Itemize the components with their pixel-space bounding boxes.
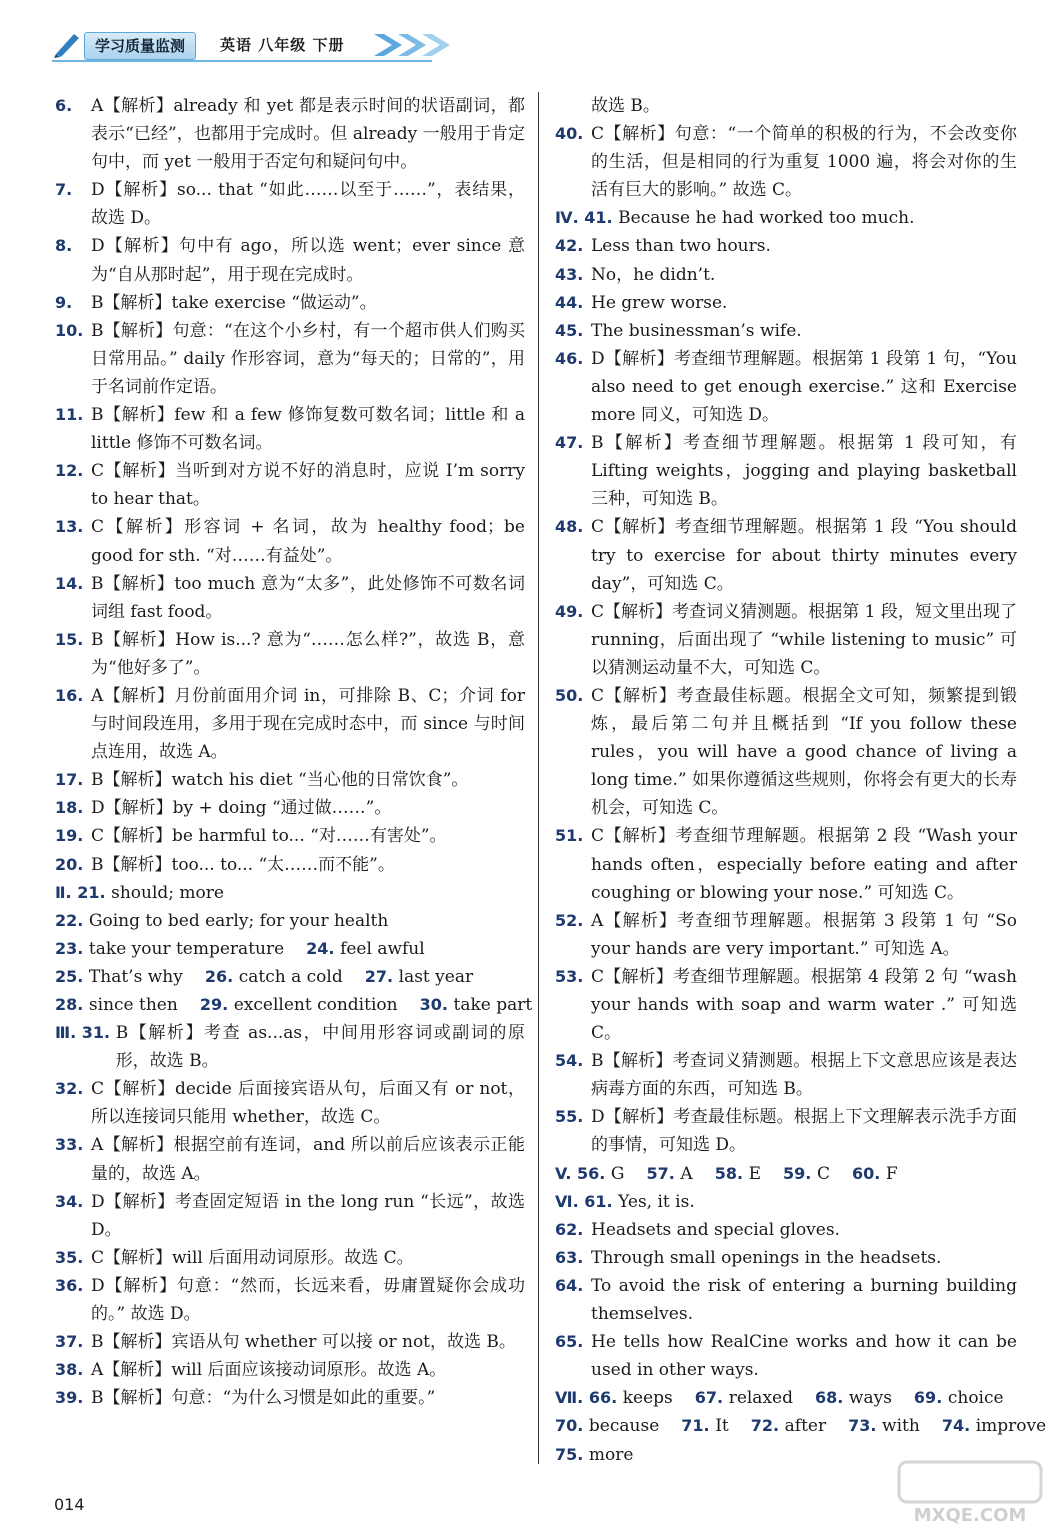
- answer-item: [55, 822, 525, 850]
- answer-text: A【解析】根据空前有连词，and 所以前后应该表示正能量的，故选 A。: [91, 1135, 525, 1184]
- answer-text: C【解析】考查细节理解题。根据第 2 段 “Wash your hands often，especially before eating and after coughing or blowing your nose.” 可知选 C。: [591, 826, 1023, 903]
- answer-text: C【解析】be harmful to... “对……有害处”。: [91, 826, 447, 847]
- answer-text: He tells how RealCine works and how it can be used in other ways.: [591, 1332, 1023, 1381]
- answer-item: [55, 92, 525, 176]
- answer-item: [55, 232, 525, 288]
- question-number: Ⅱ. 21.: [55, 882, 112, 902]
- answer-item: [555, 1244, 1017, 1272]
- answer-text: A【解析】will 后面应该接动词原形。故选 A。: [91, 1360, 447, 1381]
- answer-item: [555, 204, 1017, 232]
- question-number: 9.: [55, 292, 78, 312]
- answer-text: excellent condition: [233, 995, 398, 1015]
- answer-item: [555, 92, 1017, 120]
- left-column: [55, 92, 533, 1412]
- answer-item: [55, 766, 525, 794]
- question-number: 8.: [55, 236, 78, 256]
- question-number: 62.: [555, 1219, 589, 1239]
- short-answer-row: [55, 963, 525, 991]
- answer-text: ways: [848, 1388, 892, 1409]
- answer-item: [55, 682, 531, 766]
- answer-text: more: [588, 1444, 634, 1465]
- answer-text: C【解析】考查细节理解题。根据第 4 段第 2 句 “wash your hands with soap and warm water .” 可知选 C。: [591, 966, 1023, 1044]
- question-number: 20.: [55, 854, 89, 874]
- answer-text: 故选 B。: [591, 96, 660, 116]
- answer-item: [55, 851, 525, 879]
- answer-item: [555, 1328, 1023, 1384]
- question-number: 49.: [555, 601, 589, 621]
- answer-text: since then: [88, 995, 178, 1015]
- question-number: 57.: [646, 1163, 681, 1183]
- answer-item: [55, 626, 525, 682]
- question-number: 16.: [55, 685, 89, 705]
- short-answer-row: [55, 907, 525, 935]
- answer-text: Headsets and special gloves.: [591, 1219, 840, 1240]
- answer-text: B【解析】考查 as...as，中间用形容词或副词的原形，故选 B。: [115, 1023, 525, 1072]
- question-number: 7.: [55, 180, 78, 200]
- question-number: 37.: [55, 1332, 89, 1352]
- answer-text: Through small openings in the headsets.: [591, 1247, 942, 1268]
- right-column: [555, 92, 1047, 1469]
- answer-item: [55, 176, 525, 232]
- short-answer-row: [55, 991, 533, 1019]
- answer-item: [555, 822, 1023, 906]
- question-number: 26.: [204, 966, 239, 986]
- question-number: 74.: [941, 1416, 976, 1436]
- header-rule: [52, 60, 432, 62]
- answer-text: F: [885, 1163, 898, 1184]
- answer-text: A: [680, 1163, 693, 1184]
- answer-item: [555, 429, 1023, 513]
- answer-text: keeps: [622, 1388, 673, 1409]
- question-number: 18.: [55, 798, 89, 818]
- question-number: 12.: [55, 461, 89, 481]
- answer-text: G: [610, 1163, 625, 1184]
- column-divider: [538, 92, 539, 1464]
- question-number: 34.: [55, 1191, 89, 1211]
- answer-text: feel awful: [340, 938, 425, 959]
- book-title: 学习质量监测: [84, 32, 196, 60]
- answer-item: [555, 120, 1017, 204]
- answer-text: should; more: [111, 882, 224, 903]
- short-answer-row: [55, 879, 525, 907]
- answer-item: [555, 682, 1023, 822]
- short-answer-row: [55, 935, 525, 963]
- answer-item: [555, 1216, 1017, 1244]
- question-number: 6.: [55, 96, 78, 115]
- question-number: 11.: [55, 405, 89, 425]
- answer-item: [55, 1384, 525, 1412]
- answer-text: D【解析】考查固定短语 in the long run “长远”，故选 D。: [91, 1191, 531, 1240]
- short-answer-row: [555, 1384, 1017, 1412]
- answer-text: A【解析】考查细节理解题。根据第 3 段第 1 句 “So your hands are very important.” 可知选 A。: [591, 910, 1023, 959]
- answer-item: [55, 794, 525, 822]
- answer-text: because: [588, 1416, 660, 1437]
- question-number: 65.: [555, 1332, 589, 1352]
- answer-item: [55, 1244, 525, 1272]
- short-answer-row: [555, 1160, 1017, 1188]
- question-number: Ⅵ. 61.: [555, 1191, 619, 1211]
- question-number: 70.: [555, 1416, 589, 1436]
- answer-text: C【解析】will 后面用动词原形。故选 C。: [91, 1247, 414, 1268]
- question-number: 28.: [55, 995, 89, 1014]
- answer-text: A【解析】月份前面用介词 in，可排除 B、C；介词 for 与时间段连用，多用于现在完成时态中，而 since 与时间点连用，故选 A。: [91, 685, 531, 763]
- answer-text: B【解析】宾语从句 whether 可以接 or not，故选 B。: [91, 1332, 516, 1353]
- answer-text: take part: [453, 995, 533, 1015]
- answer-text: C【解析】考查最佳标题。根据全文可知，频繁提到锻炼，最后第二句并且概括到 “If you follow these rules，you will have a good chance of living a long time.” 如果你遵循这些规则，你将会有更大的长寿机会，可知选 C。: [591, 685, 1023, 819]
- answer-text: C【解析】形容词 + 名词，故为 healthy food；be good for sth. “对……有益处”。: [91, 517, 531, 566]
- question-number: 63.: [555, 1247, 589, 1267]
- question-number: 22.: [55, 910, 89, 930]
- page-number: 014: [54, 1495, 85, 1514]
- answer-text: improve: [975, 1416, 1047, 1437]
- answer-item: [55, 513, 531, 569]
- question-number: 54.: [555, 1051, 589, 1071]
- answer-text: No，he didn’t.: [591, 264, 716, 285]
- answer-item: [55, 289, 525, 317]
- question-number: Ⅳ. 41.: [555, 208, 619, 228]
- answer-item: [555, 345, 1023, 429]
- question-number: 19.: [55, 826, 89, 846]
- question-number: V. 56.: [555, 1163, 611, 1183]
- answer-item: [555, 598, 1023, 682]
- question-number: 10.: [55, 320, 89, 340]
- answer-text: B【解析】How is...? 意为“……怎么样?”，故选 B，意为“他好多了”。: [91, 629, 525, 678]
- question-number: 44.: [555, 292, 589, 312]
- answer-item: [55, 1272, 525, 1328]
- answer-item: [55, 317, 525, 401]
- question-number: 46.: [555, 348, 589, 368]
- question-number: 24.: [306, 938, 341, 958]
- answer-text: C【解析】当听到对方说不好的消息时，应说 I’m sorry to hear that。: [91, 461, 531, 510]
- answer-text: after: [784, 1416, 827, 1437]
- answer-item: [555, 317, 1017, 345]
- answer-text: It: [715, 1416, 729, 1437]
- short-answer-row: [555, 1412, 1047, 1440]
- question-number: 64.: [555, 1275, 589, 1295]
- question-number: 50.: [555, 685, 589, 705]
- answer-text: C: [816, 1163, 830, 1184]
- answer-text: D【解析】so... that “如此……以至于……”，表结果，故选 D。: [91, 180, 525, 229]
- question-number: 71.: [681, 1416, 716, 1436]
- pen-icon: [52, 30, 82, 58]
- answer-text: B【解析】too... to... “太……而不能”。: [91, 854, 395, 875]
- answer-text: D【解析】考查细节理解题。根据第 1 段第 1 句，“You also need to get enough exercise.” 这和 Exercise more 同义，可知选 D。: [591, 348, 1023, 426]
- question-number: 23.: [55, 938, 89, 958]
- answer-item: [555, 513, 1023, 597]
- question-number: 59.: [783, 1163, 817, 1183]
- answer-text: To avoid the risk of entering a burning building themselves.: [591, 1275, 1023, 1325]
- watermark-logo: [895, 1458, 1045, 1528]
- question-number: 42.: [555, 236, 589, 256]
- question-number: 45.: [555, 320, 589, 340]
- answer-item: [555, 289, 1017, 317]
- answer-text: B【解析】take exercise “做运动”。: [91, 292, 377, 313]
- answer-text: Yes, it is.: [618, 1191, 695, 1212]
- answer-item: [55, 401, 531, 457]
- answer-item: [555, 963, 1023, 1047]
- answer-item: [55, 1188, 531, 1244]
- question-number: 14.: [55, 573, 89, 593]
- chevrons-icon: [374, 32, 484, 58]
- question-number: 53.: [555, 966, 589, 986]
- question-number: 68.: [814, 1388, 849, 1408]
- question-number: 47.: [555, 433, 589, 453]
- answer-item: [555, 907, 1023, 963]
- answer-text: The businessman’s wife.: [591, 320, 802, 341]
- answer-item: [555, 261, 1017, 289]
- answer-text: Going to bed early; for your health: [88, 910, 389, 931]
- answer-item: [55, 1075, 525, 1131]
- question-number: 58.: [714, 1163, 749, 1183]
- question-number: 75.: [555, 1444, 589, 1464]
- answer-text: D【解析】考查最佳标题。根据上下文理解表示洗手方面的事情，可知选 D。: [591, 1107, 1017, 1156]
- question-number: 15.: [55, 629, 89, 649]
- question-number: 40.: [555, 124, 589, 144]
- question-number: 30.: [419, 995, 454, 1014]
- question-number: 13.: [55, 517, 89, 537]
- question-number: 67.: [694, 1388, 729, 1408]
- question-number: 69.: [913, 1388, 948, 1408]
- answer-text: B【解析】too much 意为“太多”，此处修饰不可数名词词组 fast food。: [91, 573, 525, 622]
- answer-text: choice: [947, 1388, 1004, 1409]
- answer-item: [555, 232, 1017, 260]
- svg-text:MXQE.COM: MXQE.COM: [913, 1505, 1027, 1526]
- answer-text: C【解析】考查词义猜测题。根据第 1 段，短文里出现了 running，后面出现了 “while listening to music” 可以猜测运动量不大，可知选 C。: [591, 601, 1023, 678]
- question-number: 51.: [555, 826, 589, 846]
- answer-item: [55, 1131, 525, 1187]
- answer-text: B【解析】watch his diet “当心他的日常饮食”。: [91, 770, 469, 791]
- question-number: 33.: [55, 1135, 89, 1155]
- answer-item: [555, 1188, 1017, 1216]
- question-number: 27.: [364, 966, 399, 986]
- question-number: 43.: [555, 264, 589, 284]
- question-number: 48.: [555, 517, 589, 537]
- question-number: 55.: [555, 1107, 589, 1127]
- answer-text: B【解析】句意：“在这个小乡村，有一个超市供人们购买日常用品。” daily 作形容词，意为“每天的；日常的”，用于名词前作定语。: [91, 320, 525, 397]
- answer-text: relaxed: [728, 1388, 793, 1409]
- answer-text: Less than two hours.: [591, 236, 771, 257]
- answer-text: B【解析】句意：“为什么习惯是如此的重要。”: [91, 1388, 436, 1409]
- question-number: 32.: [55, 1079, 89, 1099]
- answer-text: D【解析】句意：“然而，长远来看，毋庸置疑你会成功的。” 故选 D。: [91, 1275, 525, 1325]
- question-number: 73.: [848, 1416, 883, 1436]
- answer-text: B【解析】考查细节理解题。根据第 1 段可知，有 Lifting weights，jogging and playing basketball 三种，可知选 B。: [591, 433, 1023, 510]
- question-number: 25.: [55, 966, 89, 986]
- answer-text: with: [882, 1416, 920, 1437]
- answer-text: A【解析】already 和 yet 都是表示时间的状语副词，都表示“已经”，也都用于完成时。但 already 一般用于肯定句中，而 yet 一般用于否定句和疑问句中。: [91, 96, 525, 173]
- answer-item: [555, 1047, 1017, 1103]
- answer-item: [55, 1356, 525, 1384]
- answer-item: [555, 1272, 1023, 1328]
- answer-text: C【解析】句意：“一个简单的积极的行为，不会改变你的生活，但是相同的行为重复 1000 遍，将会对你的生活有巨大的影响。” 故选 C。: [591, 124, 1017, 201]
- answer-text: take your temperature: [88, 938, 285, 959]
- question-number: Ⅶ. 66.: [555, 1388, 623, 1408]
- page-header: [52, 26, 472, 62]
- question-number: 72.: [750, 1416, 785, 1436]
- answer-text: Because he had worked too much.: [618, 208, 915, 229]
- question-number: 38.: [55, 1360, 89, 1380]
- question-number: [555, 92, 591, 120]
- answer-text: D【解析】句中有 ago，所以选 went；ever since 意为“自从那时起”，用于现在完成时。: [91, 236, 525, 285]
- answer-item: [55, 1328, 525, 1356]
- answer-text: B【解析】考查词义猜测题。根据上下文意思应该是表达病毒方面的东西，可知选 B。: [591, 1051, 1017, 1100]
- answer-text: B【解析】few 和 a few 修饰复数可数名词；little 和 a little 修饰不可数名词。: [91, 405, 531, 454]
- question-number: Ⅲ. 31.: [55, 1023, 116, 1043]
- question-number: 36.: [55, 1275, 89, 1295]
- answer-text: last year: [398, 966, 474, 987]
- answer-item: [55, 1019, 525, 1075]
- answer-text: catch a cold: [238, 966, 343, 987]
- answer-item: [555, 1103, 1017, 1159]
- question-number: 17.: [55, 770, 89, 790]
- answer-text: That’s why: [88, 966, 183, 987]
- answer-text: C【解析】decide 后面接宾语从句，后面又有 or not，所以连接词只能用 whether，故选 C。: [91, 1079, 525, 1128]
- answer-text: E: [748, 1163, 762, 1184]
- question-number: 29.: [199, 995, 234, 1014]
- answer-text: D【解析】by + doing “通过做……”。: [91, 798, 392, 819]
- answer-text: C【解析】考查细节理解题。根据第 1 段 “You should try to exercise for about thirty minutes every day”，可知选 C。: [591, 517, 1023, 594]
- question-number: 39.: [55, 1388, 89, 1408]
- question-number: 35.: [55, 1247, 89, 1267]
- answer-item: [55, 457, 531, 513]
- question-number: 52.: [555, 910, 589, 930]
- answer-text: He grew worse.: [591, 292, 728, 313]
- question-number: 60.: [851, 1163, 886, 1183]
- book-subtitle: 英语 八年级 下册: [220, 36, 345, 54]
- answer-item: [55, 570, 525, 626]
